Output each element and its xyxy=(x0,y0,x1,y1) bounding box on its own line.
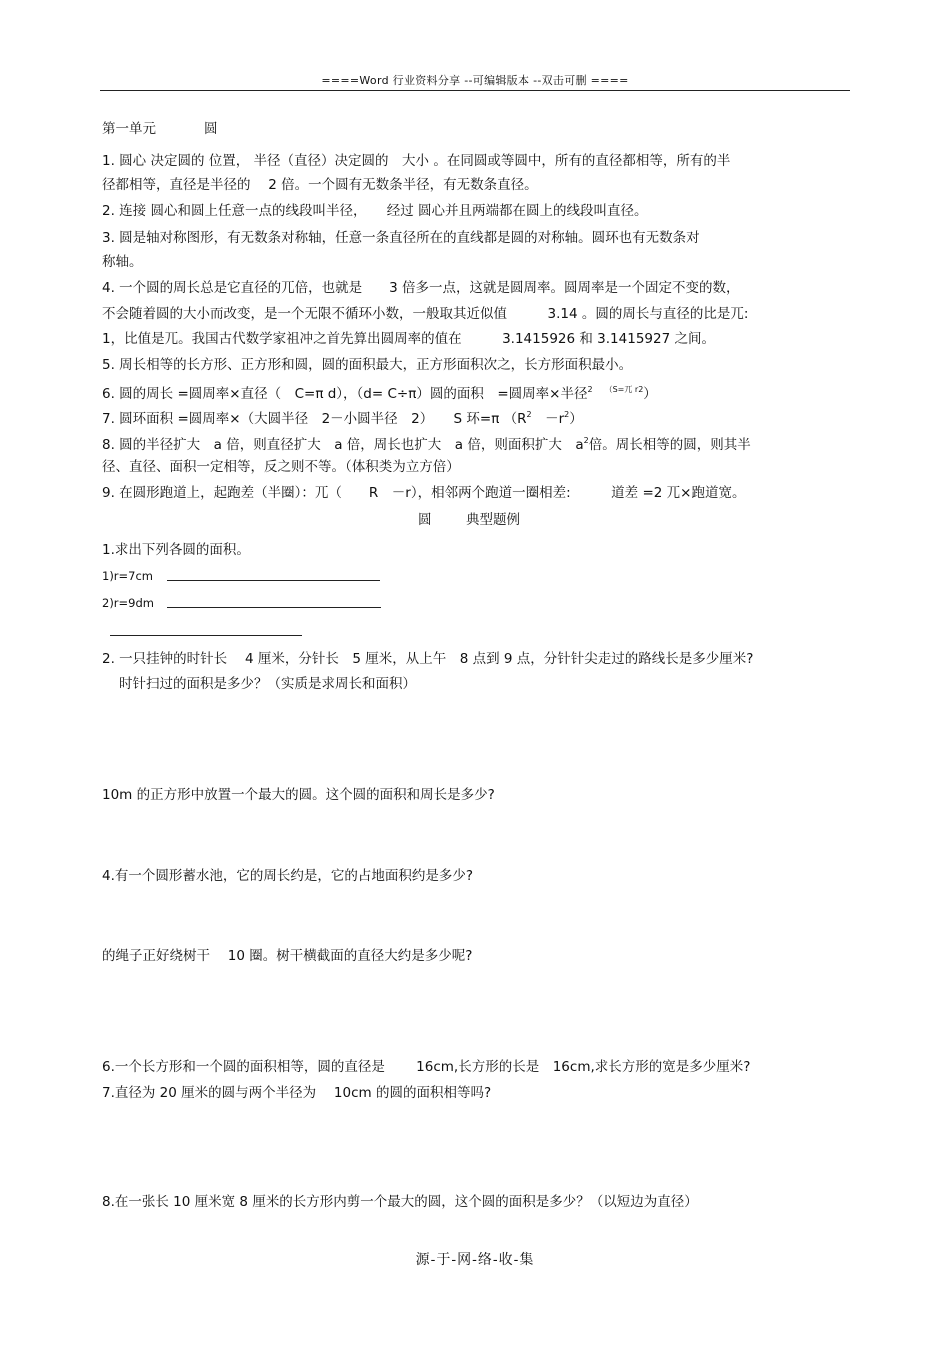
question-3: 10m 的正方形中放置一个最大的圆。这个圆的面积和周长是多少? xyxy=(102,787,495,803)
note-line xyxy=(102,381,657,403)
section-title-right: 典型题例 xyxy=(466,512,520,528)
note-line: 3. 圆是轴对称图形，有无数条对称轴，任意一条直径所在的直线都是圆的对称轴。圆环也有无数条对 xyxy=(102,230,700,246)
note-7-main: 7. 圆环面积 =圆周率×（大圆半径 xyxy=(102,411,309,427)
question-2: 2. 一只挂钟的时针长 4 厘米，分针长 5 厘米，从上午 8 点到 9 点，分针针尖走过的路线长是多少厘米? xyxy=(102,651,754,667)
note-7-sup1: 2 xyxy=(526,410,532,419)
footer-text: 源-于-网-络-收-集 xyxy=(415,1252,535,1268)
question-7: 7.直径为 20 厘米的圆与两个半径为 10cm 的圆的面积相等吗? xyxy=(102,1085,492,1101)
note-8-sup: 2 xyxy=(583,436,589,445)
question-1: 1.求出下列各圆的面积。 xyxy=(102,542,250,558)
note-line: 1. 圆心 决定圆的 位置， 半径（直径）决定圆的 大小 。在同圆或等圆中，所有的直径都相等，所有的半 xyxy=(102,153,731,169)
question-8: 8.在一张长 10 厘米宽 8 厘米的长方形内剪一个最大的圆，这个圆的面积是多少？（以短边为直径） xyxy=(102,1194,698,1210)
note-8-end: 倍。周长相等的圆，则其半 xyxy=(588,437,751,453)
note-line: 5. 周长相等的长方形、正方形和圆，圆的面积最大，正方形面积次之，长方形面积最小。 xyxy=(102,357,633,373)
note-line: 1，比值是兀。我国古代数学家祖冲之首先算出圆周率的值在 3.1415926 和 3.1415927 之间。 xyxy=(102,331,715,347)
note-line: 2. 连接 圆心和圆上任意一点的线段叫半径， 经过 圆心并且两端都在圆上的线段叫直径。 xyxy=(102,203,648,219)
question-1-item: 2)r=9dm xyxy=(102,596,154,610)
note-8-main: 8. 圆的半径扩大 a 倍，则直径扩大 a 倍，周长也扩大 a 倍，则面积扩大 a xyxy=(102,437,584,453)
note-line: 径都相等，直径是半径的 2 倍。一个圆有无数条半径，有无数条直径。 xyxy=(102,177,538,193)
question-1-item: 1)r=7cm xyxy=(102,569,154,583)
note-6-tail: 2 （S=兀 r xyxy=(587,385,639,394)
question-4: 4.有一个圆形蓄水池，它的周长约是，它的占地面积约是多少? xyxy=(102,868,474,884)
note-7-mid: 2－小圆半径 2） S 环=π （R xyxy=(321,411,527,427)
question-5: 的绳子正好绕树干 10 圈。树干横截面的直径大约是多少呢? xyxy=(102,948,473,964)
unit-title: 第一单元 xyxy=(102,121,156,137)
note-6-sup: 2 xyxy=(638,385,644,394)
note-7-sup2: 2 xyxy=(564,410,570,419)
note-6-main: 6. 圆的周长 =圆周率×直径（ C=π d），（d= C÷π）圆的面积 =圆周率×半径 xyxy=(102,386,588,402)
note-line: 9. 在圆形跑道上，起跑差（半圈）：兀（ R －r），相邻两个跑道一圈相差: 道差 =2 兀×跑道宽。 xyxy=(102,485,746,501)
question-6: 6.一个长方形和一个圆的面积相等，圆的直径是 16cm,长方形的长是 16cm,求长方形的宽是多少厘米? xyxy=(102,1059,751,1075)
unit-topic: 圆 xyxy=(204,121,218,137)
answer-line xyxy=(167,580,380,581)
header-rule xyxy=(100,90,850,91)
note-7-end: －r xyxy=(531,411,565,427)
header-banner: ====Word 行业资料分享 --可编辑版本 --双击可删 ==== xyxy=(321,74,629,87)
note-line: 4. 一个圆的周长总是它直径的兀倍，也就是 3 倍多一点，这就是圆周率。圆周率是一个固定不变的数， xyxy=(102,280,740,296)
answer-line xyxy=(167,607,381,608)
question-2-cont: 时针扫过的面积是多少？（实质是求周长和面积） xyxy=(119,676,416,692)
note-6-end: ） xyxy=(643,386,657,402)
note-line xyxy=(102,406,583,428)
note-line: 称轴。 xyxy=(102,254,143,270)
answer-line xyxy=(110,635,302,636)
note-line: 不会随着圆的大小而改变，是一个无限不循环小数，一般取其近似值 3.14 。圆的周长与直径的比是兀: xyxy=(102,306,749,322)
note-line xyxy=(102,432,751,454)
section-title-left: 圆 xyxy=(418,512,432,528)
note-7-close: ） xyxy=(569,411,583,427)
note-line: 径、直径、面积一定相等，反之则不等。（体积类为立方倍） xyxy=(102,459,460,475)
